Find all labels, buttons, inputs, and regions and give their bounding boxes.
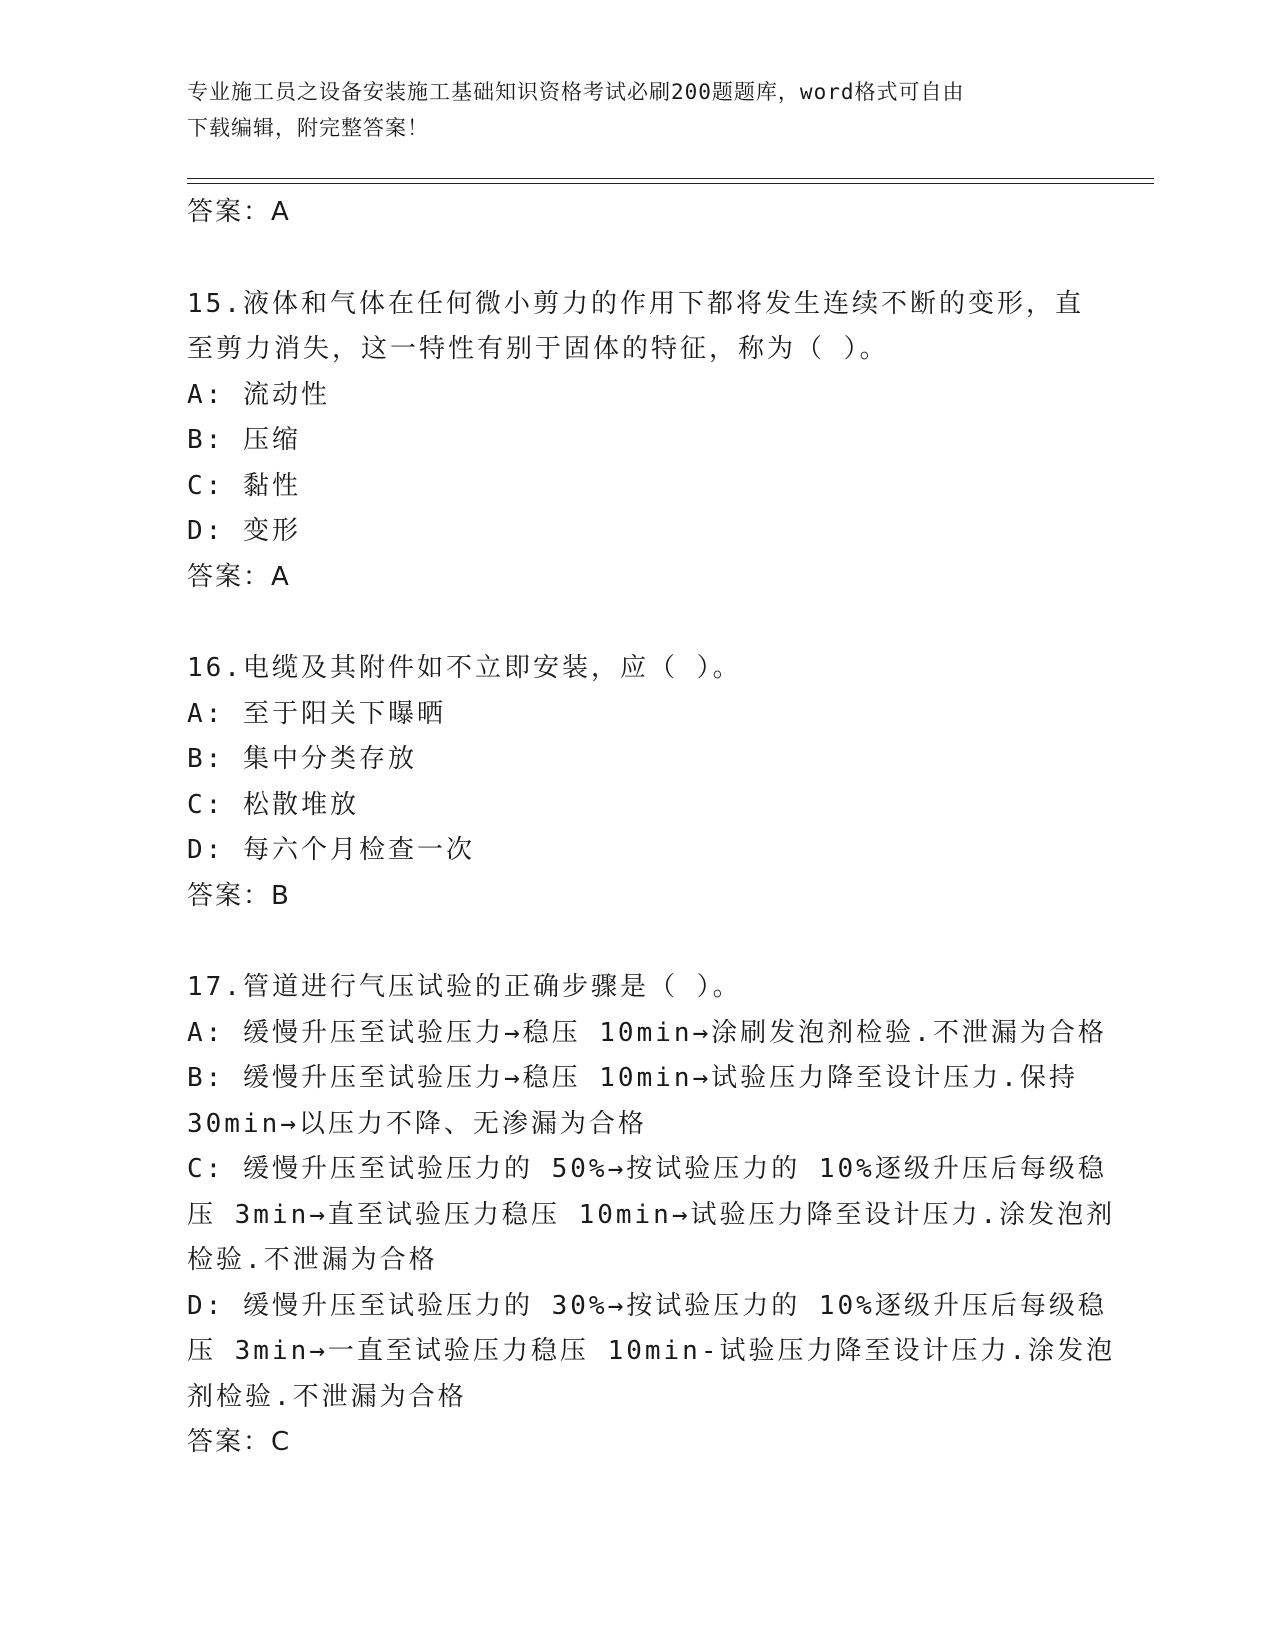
question-17	[187, 965, 1116, 1466]
question-16-option-a: A: 至于阳关下曝晒	[187, 698, 446, 729]
document-body	[187, 190, 1116, 1466]
question-17-option-b-line-2: 30min→以压力不降、无渗漏为合格	[187, 1108, 647, 1139]
question-16-option-d: D: 每六个月检查一次	[187, 835, 475, 865]
spacer	[187, 236, 1087, 282]
header-divider-top	[187, 178, 1154, 179]
question-16-option-c: C: 松散堆放	[187, 789, 359, 820]
question-17-option-c-line-1: C: 缓慢升压至试验压力的 50%→按试验压力的 10%逐级升压后每级稳	[187, 1154, 1107, 1184]
question-16-option-b: B: 集中分类存放	[187, 744, 417, 774]
spacer	[187, 919, 1087, 965]
question-15-answer: 答案：A	[187, 561, 291, 592]
question-15	[187, 282, 1087, 601]
document-header	[187, 74, 1067, 146]
question-16-stem: 16.电缆及其附件如不立即安装，应（ ）。	[187, 653, 742, 683]
header-divider-bottom	[187, 183, 1154, 184]
previous-answer: 答案：A	[187, 197, 291, 227]
question-17-option-c-line-3: 检验.不泄漏为合格	[187, 1245, 438, 1275]
header-line-2: 下载编辑，附完整答案！	[187, 116, 429, 140]
question-15-stem-line-2: 至剪力消失，这一特性有别于固体的特征，称为（ ）。	[187, 334, 889, 364]
question-16	[187, 646, 1087, 919]
question-15-option-d: D: 变形	[187, 516, 301, 546]
question-17-option-d-line-1: D: 缓慢升压至试验压力的 30%→按试验压力的 10%逐级升压后每级稳	[187, 1290, 1107, 1321]
question-15-option-b: B: 压缩	[187, 425, 301, 455]
header-line-1: 专业施工员之设备安装施工基础知识资格考试必刷200题题库，word格式可自由	[187, 80, 965, 104]
question-17-option-d-line-2: 压 3min→一直至试验压力稳压 10min-试验压力降至设计压力.涂发泡	[187, 1336, 1116, 1366]
question-17-option-d-line-3: 剂检验.不泄漏为合格	[187, 1381, 467, 1412]
question-17-stem: 17.管道进行气压试验的正确步骤是（ ）。	[187, 972, 742, 1002]
question-17-option-a: A: 缓慢升压至试验压力→稳压 10min→涂刷发泡剂检验.不泄漏为合格	[187, 1017, 1107, 1048]
question-15-stem-line-1: 15.液体和气体在任何微小剪力的作用下都将发生连续不断的变形，直	[187, 288, 1084, 319]
question-17-option-c-line-2: 压 3min→直至试验压力稳压 10min→试验压力降至设计压力.涂发泡剂	[187, 1199, 1116, 1230]
question-15-option-a: A: 流动性	[187, 379, 330, 410]
question-16-answer: 答案：B	[187, 880, 291, 911]
question-17-answer: 答案：C	[187, 1427, 292, 1457]
spacer	[187, 600, 1087, 646]
question-17-option-b-line-1: B: 缓慢升压至试验压力→稳压 10min→试验压力降至设计压力.保持	[187, 1063, 1078, 1093]
question-15-option-c: C: 黏性	[187, 470, 301, 501]
